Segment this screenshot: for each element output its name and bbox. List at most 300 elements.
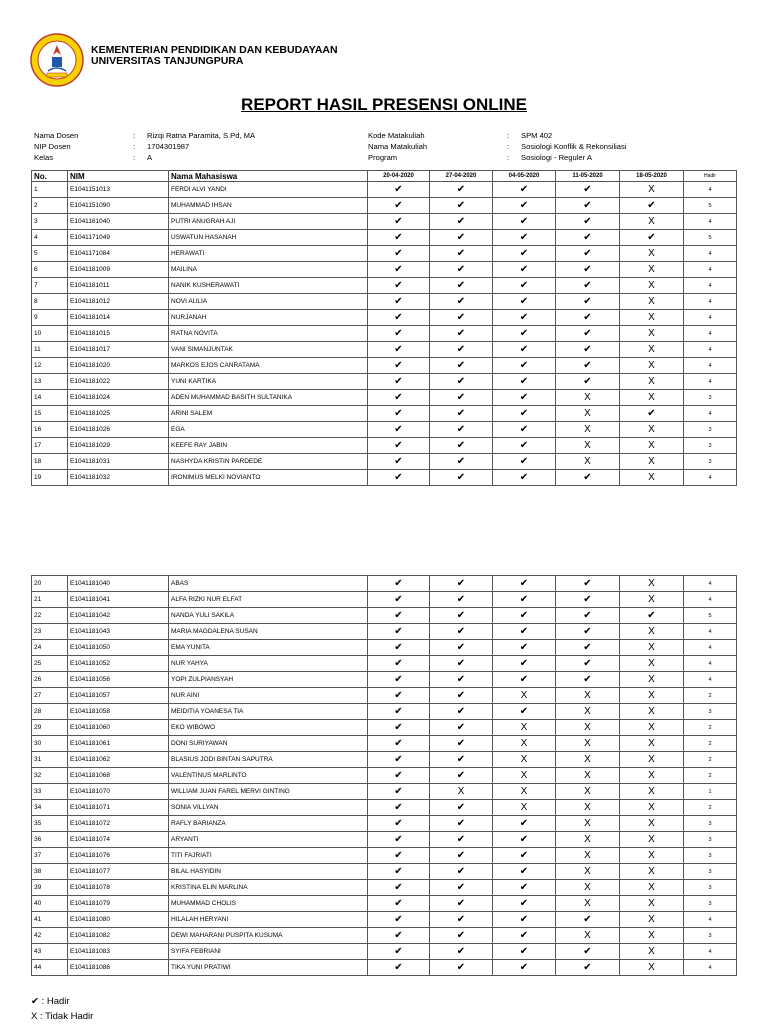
cell-attendance-mark: ✔ bbox=[556, 294, 620, 310]
info-separator: : bbox=[133, 142, 136, 151]
col-header-date: 11-05-2020 bbox=[556, 171, 620, 182]
cell-attendance-mark: ✔ bbox=[556, 640, 620, 656]
col-header-date: 20-04-2020 bbox=[368, 171, 430, 182]
cell-nama: USWATUN HASANAH bbox=[169, 230, 368, 246]
cell-attendance-mark: ✔ bbox=[430, 880, 493, 896]
cell-attendance-mark: X bbox=[620, 454, 684, 470]
cell-nama: KEEFE RAY JABIN bbox=[169, 438, 368, 454]
cell-nama: RATNA NOVITA bbox=[169, 326, 368, 342]
cell-nama: MUHAMMAD IHSAN bbox=[169, 198, 368, 214]
cell-attendance-mark: X bbox=[556, 848, 620, 864]
cell-attendance-mark: ✔ bbox=[430, 182, 493, 198]
cell-attendance-mark: ✔ bbox=[493, 880, 556, 896]
cell-hadir-count: 4 bbox=[684, 182, 737, 198]
cell-attendance-mark: ✔ bbox=[368, 640, 430, 656]
table-row bbox=[32, 310, 737, 326]
cell-attendance-mark: ✔ bbox=[430, 912, 493, 928]
cell-attendance-mark: ✔ bbox=[368, 326, 430, 342]
cell-attendance-mark: ✔ bbox=[620, 230, 684, 246]
cell-attendance-mark: X bbox=[556, 454, 620, 470]
cell-nama: YOPI ZULPIANSYAH bbox=[169, 672, 368, 688]
cell-attendance-mark: X bbox=[493, 736, 556, 752]
col-header-nim: NIM bbox=[68, 171, 169, 182]
cell-attendance-mark: ✔ bbox=[493, 592, 556, 608]
cell-nim: E1041171084 bbox=[68, 246, 169, 262]
cell-hadir-count: 5 bbox=[684, 230, 737, 246]
cell-attendance-mark: X bbox=[493, 784, 556, 800]
cell-attendance-mark: ✔ bbox=[493, 182, 556, 198]
cell-attendance-mark: ✔ bbox=[430, 640, 493, 656]
cell-attendance-mark: ✔ bbox=[493, 608, 556, 624]
info-separator: : bbox=[507, 153, 510, 162]
cell-no: 26 bbox=[32, 672, 68, 688]
cell-attendance-mark: X bbox=[556, 752, 620, 768]
cell-nim: E1041181022 bbox=[68, 374, 169, 390]
cell-hadir-count: 3 bbox=[684, 438, 737, 454]
table-row bbox=[32, 816, 737, 832]
cell-hadir-count: 4 bbox=[684, 262, 737, 278]
cell-hadir-count: 3 bbox=[684, 848, 737, 864]
table-body-page2 bbox=[32, 576, 737, 976]
info-right bbox=[368, 130, 627, 163]
table-row bbox=[32, 880, 737, 896]
cell-attendance-mark: ✔ bbox=[368, 294, 430, 310]
cell-attendance-mark: ✔ bbox=[368, 246, 430, 262]
cell-hadir-count: 4 bbox=[684, 960, 737, 976]
cell-attendance-mark: ✔ bbox=[430, 928, 493, 944]
cell-nama: HILALAH HERYANI bbox=[169, 912, 368, 928]
cell-hadir-count: 4 bbox=[684, 374, 737, 390]
cell-nim: E1041181041 bbox=[68, 592, 169, 608]
cell-attendance-mark: X bbox=[620, 422, 684, 438]
cell-attendance-mark: ✔ bbox=[368, 928, 430, 944]
cell-attendance-mark: ✔ bbox=[556, 262, 620, 278]
cell-no: 11 bbox=[32, 342, 68, 358]
cell-no: 14 bbox=[32, 390, 68, 406]
cell-attendance-mark: ✔ bbox=[430, 374, 493, 390]
cell-no: 23 bbox=[32, 624, 68, 640]
cell-no: 28 bbox=[32, 704, 68, 720]
cell-attendance-mark: ✔ bbox=[368, 720, 430, 736]
cell-attendance-mark: ✔ bbox=[493, 832, 556, 848]
table-row bbox=[32, 262, 737, 278]
cell-attendance-mark: ✔ bbox=[556, 310, 620, 326]
cell-nama: EMA YUNITA bbox=[169, 640, 368, 656]
cell-attendance-mark: ✔ bbox=[556, 326, 620, 342]
cell-attendance-mark: ✔ bbox=[368, 688, 430, 704]
cell-attendance-mark: X bbox=[556, 784, 620, 800]
cell-nama: EKO WIBOWO bbox=[169, 720, 368, 736]
cell-attendance-mark: X bbox=[620, 576, 684, 592]
table-row bbox=[32, 896, 737, 912]
cell-attendance-mark: ✔ bbox=[430, 592, 493, 608]
cell-attendance-mark: ✔ bbox=[493, 358, 556, 374]
table-row bbox=[32, 438, 737, 454]
cell-attendance-mark: X bbox=[430, 784, 493, 800]
cell-attendance-mark: ✔ bbox=[493, 576, 556, 592]
cell-nama: FERDI ALVI YANDI bbox=[169, 182, 368, 198]
cell-hadir-count: 5 bbox=[684, 198, 737, 214]
cell-no: 12 bbox=[32, 358, 68, 374]
cell-attendance-mark: ✔ bbox=[368, 656, 430, 672]
cell-nama: MARKOS EJOS CANRATAMA bbox=[169, 358, 368, 374]
cell-attendance-mark: ✔ bbox=[430, 656, 493, 672]
cell-attendance-mark: X bbox=[493, 768, 556, 784]
table-row bbox=[32, 864, 737, 880]
cell-hadir-count: 4 bbox=[684, 358, 737, 374]
cell-attendance-mark: X bbox=[620, 310, 684, 326]
cell-attendance-mark: ✔ bbox=[556, 470, 620, 486]
cell-no: 21 bbox=[32, 592, 68, 608]
cell-no: 7 bbox=[32, 278, 68, 294]
cell-attendance-mark: ✔ bbox=[493, 374, 556, 390]
cell-nama: RAFLY BARIANZA bbox=[169, 816, 368, 832]
cell-attendance-mark: X bbox=[493, 800, 556, 816]
cell-attendance-mark: X bbox=[620, 896, 684, 912]
cell-attendance-mark: X bbox=[556, 896, 620, 912]
cell-attendance-mark: X bbox=[556, 768, 620, 784]
cell-attendance-mark: ✔ bbox=[368, 848, 430, 864]
cell-nama: ARINI SALEM bbox=[169, 406, 368, 422]
cell-hadir-count: 3 bbox=[684, 454, 737, 470]
cell-attendance-mark: ✔ bbox=[430, 832, 493, 848]
cell-attendance-mark: ✔ bbox=[368, 624, 430, 640]
cell-attendance-mark: X bbox=[620, 784, 684, 800]
cell-attendance-mark: ✔ bbox=[368, 342, 430, 358]
cell-attendance-mark: ✔ bbox=[368, 960, 430, 976]
attendance-table-page1 bbox=[31, 170, 737, 486]
cell-nim: E1041181029 bbox=[68, 438, 169, 454]
cell-attendance-mark: X bbox=[556, 688, 620, 704]
cell-attendance-mark: ✔ bbox=[368, 278, 430, 294]
page-title: REPORT HASIL PRESENSI ONLINE bbox=[241, 95, 527, 114]
cell-attendance-mark: X bbox=[556, 704, 620, 720]
cell-nama: MUHAMMAD CHOLIS bbox=[169, 896, 368, 912]
table-header-row bbox=[32, 171, 737, 182]
cell-attendance-mark: ✔ bbox=[368, 592, 430, 608]
table-row bbox=[32, 672, 737, 688]
cell-attendance-mark: ✔ bbox=[368, 470, 430, 486]
info-label: Nama Matakuliah bbox=[368, 142, 428, 151]
cell-attendance-mark: ✔ bbox=[368, 672, 430, 688]
cell-attendance-mark: ✔ bbox=[493, 848, 556, 864]
cell-no: 18 bbox=[32, 454, 68, 470]
cell-no: 30 bbox=[32, 736, 68, 752]
cell-attendance-mark: X bbox=[620, 880, 684, 896]
cell-attendance-mark: X bbox=[620, 214, 684, 230]
cell-attendance-mark: ✔ bbox=[493, 406, 556, 422]
cell-attendance-mark: X bbox=[620, 278, 684, 294]
cell-attendance-mark: ✔ bbox=[368, 310, 430, 326]
cell-attendance-mark: ✔ bbox=[430, 944, 493, 960]
cell-attendance-mark: ✔ bbox=[493, 912, 556, 928]
table-row bbox=[32, 342, 737, 358]
cell-hadir-count: 2 bbox=[684, 688, 737, 704]
cell-hadir-count: 3 bbox=[684, 390, 737, 406]
cell-attendance-mark: X bbox=[620, 688, 684, 704]
cell-attendance-mark: ✔ bbox=[430, 262, 493, 278]
cell-no: 33 bbox=[32, 784, 68, 800]
col-header-date: 18-05-2020 bbox=[620, 171, 684, 182]
cell-nim: E1041161040 bbox=[68, 214, 169, 230]
cell-no: 25 bbox=[32, 656, 68, 672]
cell-attendance-mark: ✔ bbox=[556, 624, 620, 640]
university-logo bbox=[30, 33, 84, 87]
cell-attendance-mark: ✔ bbox=[493, 262, 556, 278]
cell-nim: E1041181015 bbox=[68, 326, 169, 342]
cell-attendance-mark: X bbox=[556, 816, 620, 832]
cell-attendance-mark: ✔ bbox=[368, 896, 430, 912]
cell-no: 38 bbox=[32, 864, 68, 880]
cell-nama: SONIA VILLYAN bbox=[169, 800, 368, 816]
cell-attendance-mark: ✔ bbox=[493, 864, 556, 880]
cell-nama: NUR AINI bbox=[169, 688, 368, 704]
cell-nama: ABAS bbox=[169, 576, 368, 592]
cell-attendance-mark: ✔ bbox=[430, 688, 493, 704]
cell-nama: NOVI AULIA bbox=[169, 294, 368, 310]
cell-attendance-mark: ✔ bbox=[368, 230, 430, 246]
cell-nim: E1041181080 bbox=[68, 912, 169, 928]
cell-attendance-mark: ✔ bbox=[430, 326, 493, 342]
info-separator: : bbox=[133, 131, 136, 140]
table-row bbox=[32, 640, 737, 656]
cell-attendance-mark: ✔ bbox=[556, 230, 620, 246]
cell-hadir-count: 4 bbox=[684, 342, 737, 358]
cell-nim: E1041181058 bbox=[68, 704, 169, 720]
table-row bbox=[32, 624, 737, 640]
cell-hadir-count: 2 bbox=[684, 768, 737, 784]
info-label: Kode Matakuliah bbox=[368, 131, 425, 140]
cell-attendance-mark: X bbox=[620, 816, 684, 832]
cell-attendance-mark: X bbox=[620, 294, 684, 310]
cell-no: 44 bbox=[32, 960, 68, 976]
cell-nim: E1041181009 bbox=[68, 262, 169, 278]
table-row bbox=[32, 576, 737, 592]
cell-attendance-mark: ✔ bbox=[493, 704, 556, 720]
cell-no: 37 bbox=[32, 848, 68, 864]
cell-attendance-mark: ✔ bbox=[493, 928, 556, 944]
cell-attendance-mark: ✔ bbox=[368, 390, 430, 406]
cell-hadir-count: 4 bbox=[684, 592, 737, 608]
cell-hadir-count: 3 bbox=[684, 816, 737, 832]
cell-no: 8 bbox=[32, 294, 68, 310]
table-row bbox=[32, 960, 737, 976]
cell-attendance-mark: ✔ bbox=[556, 198, 620, 214]
col-header-hadir: Hadir bbox=[684, 171, 737, 182]
table-row bbox=[32, 374, 737, 390]
cell-nama: TITI FAJRIATI bbox=[169, 848, 368, 864]
cell-attendance-mark: ✔ bbox=[430, 576, 493, 592]
cell-attendance-mark: ✔ bbox=[368, 800, 430, 816]
cell-attendance-mark: ✔ bbox=[556, 608, 620, 624]
cell-hadir-count: 3 bbox=[684, 422, 737, 438]
legend-tidak-hadir: X : Tidak Hadir bbox=[31, 1011, 94, 1022]
table-body-page1 bbox=[32, 182, 737, 486]
cell-attendance-mark: X bbox=[620, 374, 684, 390]
cell-hadir-count: 4 bbox=[684, 672, 737, 688]
cell-nim: E1041181086 bbox=[68, 960, 169, 976]
cell-nim: E1041181078 bbox=[68, 880, 169, 896]
cell-no: 13 bbox=[32, 374, 68, 390]
cell-nim: E1041181083 bbox=[68, 944, 169, 960]
cell-attendance-mark: ✔ bbox=[556, 374, 620, 390]
cell-attendance-mark: ✔ bbox=[430, 454, 493, 470]
table-row bbox=[32, 246, 737, 262]
cell-attendance-mark: ✔ bbox=[368, 374, 430, 390]
cell-hadir-count: 4 bbox=[684, 294, 737, 310]
table-row bbox=[32, 784, 737, 800]
table-row bbox=[32, 752, 737, 768]
cell-attendance-mark: X bbox=[620, 752, 684, 768]
cell-nim: E1041181032 bbox=[68, 470, 169, 486]
cell-attendance-mark: ✔ bbox=[430, 672, 493, 688]
cell-attendance-mark: ✔ bbox=[368, 784, 430, 800]
cell-attendance-mark: ✔ bbox=[430, 246, 493, 262]
cell-attendance-mark: ✔ bbox=[430, 406, 493, 422]
cell-nama: VANI SIMANJUNTAK bbox=[169, 342, 368, 358]
cell-nim: E1041181076 bbox=[68, 848, 169, 864]
cell-attendance-mark: X bbox=[620, 640, 684, 656]
cell-attendance-mark: ✔ bbox=[493, 470, 556, 486]
cell-attendance-mark: X bbox=[620, 182, 684, 198]
cell-no: 16 bbox=[32, 422, 68, 438]
table-row bbox=[32, 912, 737, 928]
cell-attendance-mark: X bbox=[620, 944, 684, 960]
cell-nim: E1041181074 bbox=[68, 832, 169, 848]
table-row bbox=[32, 832, 737, 848]
cell-attendance-mark: ✔ bbox=[556, 656, 620, 672]
table-row bbox=[32, 800, 737, 816]
info-label: NIP Dosen bbox=[34, 142, 71, 151]
cell-attendance-mark: ✔ bbox=[493, 246, 556, 262]
cell-hadir-count: 4 bbox=[684, 278, 737, 294]
cell-attendance-mark: X bbox=[493, 752, 556, 768]
cell-attendance-mark: ✔ bbox=[368, 576, 430, 592]
cell-attendance-mark: ✔ bbox=[556, 278, 620, 294]
cell-no: 36 bbox=[32, 832, 68, 848]
cell-nim: E1041151090 bbox=[68, 198, 169, 214]
table-row bbox=[32, 294, 737, 310]
cell-attendance-mark: ✔ bbox=[430, 470, 493, 486]
cell-attendance-mark: X bbox=[620, 704, 684, 720]
cell-attendance-mark: ✔ bbox=[620, 198, 684, 214]
cell-attendance-mark: X bbox=[556, 422, 620, 438]
table-row bbox=[32, 390, 737, 406]
cell-nama: NUR YAHYA bbox=[169, 656, 368, 672]
cell-attendance-mark: X bbox=[556, 864, 620, 880]
cell-nim: E1041181079 bbox=[68, 896, 169, 912]
cell-attendance-mark: ✔ bbox=[493, 624, 556, 640]
cell-attendance-mark: X bbox=[620, 246, 684, 262]
cell-nim: E1041181043 bbox=[68, 624, 169, 640]
cell-attendance-mark: X bbox=[620, 470, 684, 486]
cell-nim: E1041181014 bbox=[68, 310, 169, 326]
cell-nama: EGA bbox=[169, 422, 368, 438]
info-separator: : bbox=[133, 153, 136, 162]
cell-no: 15 bbox=[32, 406, 68, 422]
cell-hadir-count: 4 bbox=[684, 944, 737, 960]
cell-nim: E1041181052 bbox=[68, 656, 169, 672]
cell-nim: E1041151013 bbox=[68, 182, 169, 198]
cell-attendance-mark: ✔ bbox=[556, 214, 620, 230]
cell-attendance-mark: ✔ bbox=[368, 736, 430, 752]
cell-attendance-mark: X bbox=[493, 688, 556, 704]
cell-no: 34 bbox=[32, 800, 68, 816]
cell-nim: E1041181050 bbox=[68, 640, 169, 656]
cell-nim: E1041181025 bbox=[68, 406, 169, 422]
cell-attendance-mark: X bbox=[620, 800, 684, 816]
cell-nama: HERAWATI bbox=[169, 246, 368, 262]
cell-nama: SYIFA FEBRIANI bbox=[169, 944, 368, 960]
cell-attendance-mark: ✔ bbox=[368, 262, 430, 278]
table-row bbox=[32, 704, 737, 720]
col-header-nama: Nama Mahasiswa bbox=[169, 171, 368, 182]
cell-attendance-mark: ✔ bbox=[430, 736, 493, 752]
col-header-date: 27-04-2020 bbox=[430, 171, 493, 182]
cell-hadir-count: 3 bbox=[684, 896, 737, 912]
cell-attendance-mark: ✔ bbox=[556, 672, 620, 688]
table-row bbox=[32, 656, 737, 672]
cell-attendance-mark: X bbox=[620, 326, 684, 342]
cell-attendance-mark: X bbox=[620, 928, 684, 944]
cell-nim: E1041181017 bbox=[68, 342, 169, 358]
cell-nim: E1041181062 bbox=[68, 752, 169, 768]
cell-hadir-count: 4 bbox=[684, 470, 737, 486]
cell-attendance-mark: ✔ bbox=[493, 438, 556, 454]
cell-attendance-mark: ✔ bbox=[493, 422, 556, 438]
cell-hadir-count: 2 bbox=[684, 720, 737, 736]
cell-attendance-mark: ✔ bbox=[368, 406, 430, 422]
cell-attendance-mark: X bbox=[620, 768, 684, 784]
cell-nama: NANIK KUSHERAWATI bbox=[169, 278, 368, 294]
table-row bbox=[32, 406, 737, 422]
cell-nama: NURJANAH bbox=[169, 310, 368, 326]
cell-attendance-mark: ✔ bbox=[430, 390, 493, 406]
table-row bbox=[32, 608, 737, 624]
cell-nim: E1041181072 bbox=[68, 816, 169, 832]
cell-no: 6 bbox=[32, 262, 68, 278]
cell-attendance-mark: ✔ bbox=[430, 704, 493, 720]
cell-attendance-mark: X bbox=[493, 720, 556, 736]
cell-no: 9 bbox=[32, 310, 68, 326]
cell-attendance-mark: ✔ bbox=[368, 752, 430, 768]
table-row bbox=[32, 470, 737, 486]
cell-attendance-mark: X bbox=[620, 358, 684, 374]
cell-nim: E1041181012 bbox=[68, 294, 169, 310]
cell-attendance-mark: ✔ bbox=[556, 182, 620, 198]
cell-attendance-mark: ✔ bbox=[368, 832, 430, 848]
cell-nim: E1041181068 bbox=[68, 768, 169, 784]
cell-no: 29 bbox=[32, 720, 68, 736]
cell-attendance-mark: X bbox=[556, 880, 620, 896]
cell-nama: BLASIUS JODI BINTAN SAPUTRA bbox=[169, 752, 368, 768]
cell-hadir-count: 4 bbox=[684, 912, 737, 928]
cell-attendance-mark: ✔ bbox=[556, 342, 620, 358]
cell-attendance-mark: ✔ bbox=[493, 230, 556, 246]
cell-attendance-mark: X bbox=[556, 832, 620, 848]
cell-no: 19 bbox=[32, 470, 68, 486]
cell-hadir-count: 4 bbox=[684, 214, 737, 230]
cell-attendance-mark: ✔ bbox=[430, 294, 493, 310]
cell-no: 4 bbox=[32, 230, 68, 246]
info-value: SPM 402 bbox=[521, 131, 553, 140]
table-row bbox=[32, 422, 737, 438]
cell-attendance-mark: X bbox=[620, 848, 684, 864]
table-row bbox=[32, 688, 737, 704]
institution-line1: KEMENTERIAN PENDIDIKAN DAN KEBUDAYAAN bbox=[91, 44, 338, 56]
cell-hadir-count: 3 bbox=[684, 928, 737, 944]
cell-nim: E1041181011 bbox=[68, 278, 169, 294]
